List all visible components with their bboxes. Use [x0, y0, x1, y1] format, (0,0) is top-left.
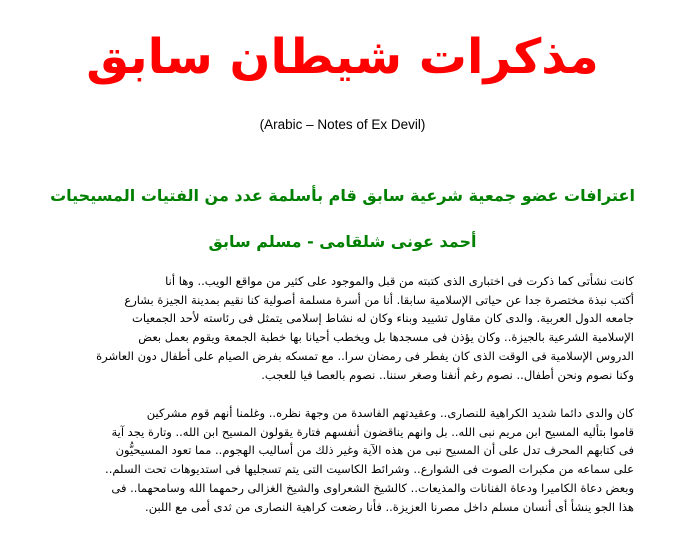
- paragraph-line: الإسلامية الشرعية بالجيزة.. وكان يؤذن فى مسجدها بل ويخطب أحيانا بها خطبة الجمعة ويقوم بعمل بعض: [138, 330, 634, 345]
- author-line: أحمد عونى شلقامى - مسلم سابق: [208, 232, 477, 251]
- document-title: مذكرات شيطان سابق: [86, 29, 599, 85]
- paragraph-line: وكنا نصوم ونحن أطفال.. نصوم رغم أنفنا وصغر سننا.. نصوم بالعصا فيا للعجب.: [261, 367, 634, 382]
- paragraph-line: كانت نشأتى كما ذكرت فى اختبارى الذى كتبته من قبل والموجود على كثير من مواقع الويب.. وها أنا: [165, 274, 634, 288]
- paragraph-line: الدروس الإسلامية فى الوقت الذى كان يفطر فى رمضان سرا.. مع تمسكه بفرض الصيام على أطفال دون العاشرة: [96, 348, 634, 363]
- paragraph-line: كان والدى دائما شديد الكراهية للنصارى.. وعقيدتهم الفاسدة من وجهة نظره.. وغلمنا أنهم قوم مشركين: [146, 406, 634, 420]
- paragraph-line: وبعض دعاة الكاميرا ودعاة الفنانات والمذيعات.. كالشيخ الشعراوى والشيخ الغزالى رحمهما الله وسامحهما.. فى: [111, 480, 634, 495]
- paragraph-1: [52, 272, 634, 384]
- paragraph-line: قاموا بتأليه المسيح ابن مريم نبى الله.. بل وانهم يناقضون أنفسهم فتارة يقولون المسيح ابن الله.. وتارة يجد آية: [111, 424, 634, 439]
- paragraph-line: هذا الجو ينشأ أى أنسان مسلم داخل مصرنا العزيزة.. فأنا رضعت كراهية النصارى من ثدى أمى مع اللبن.: [145, 499, 634, 514]
- paragraph-line: على سماعه من مكبرات الصوت فى الشوارع.. وشرائط الكاسيت التى يتم تسجليها فى استديوهات تحت السلم..: [105, 462, 634, 477]
- headline: اعترافات عضو جمعية شرعية سابق قام بأسلمة عدد من الفتيات المسيحيات: [50, 186, 635, 205]
- paragraph-line: أكتب نبذة مختصرة جدا عن حياتى الإسلامية سابقا. أنا من أسرة مسلمة أصولية كنا نقيم بمدينة الجيزة بشارع: [124, 292, 634, 307]
- paragraph-2: [52, 404, 634, 516]
- english-subtitle: (Arabic – Notes of Ex Devil): [259, 117, 426, 132]
- paragraph-line: فى كتابهم المحرف تدل على أن المسيح نبى من هذه الآية وغير ذلك من أساليب الهجوم.. مما تعود المسيحيُّون: [115, 443, 634, 458]
- paragraph-line: جامعه الدول العربية. والدى كان مقاول تشييد وبناء وكان له نشاط إسلامى يتمثل فى رئاسته لأحد الجمعيات: [132, 311, 634, 326]
